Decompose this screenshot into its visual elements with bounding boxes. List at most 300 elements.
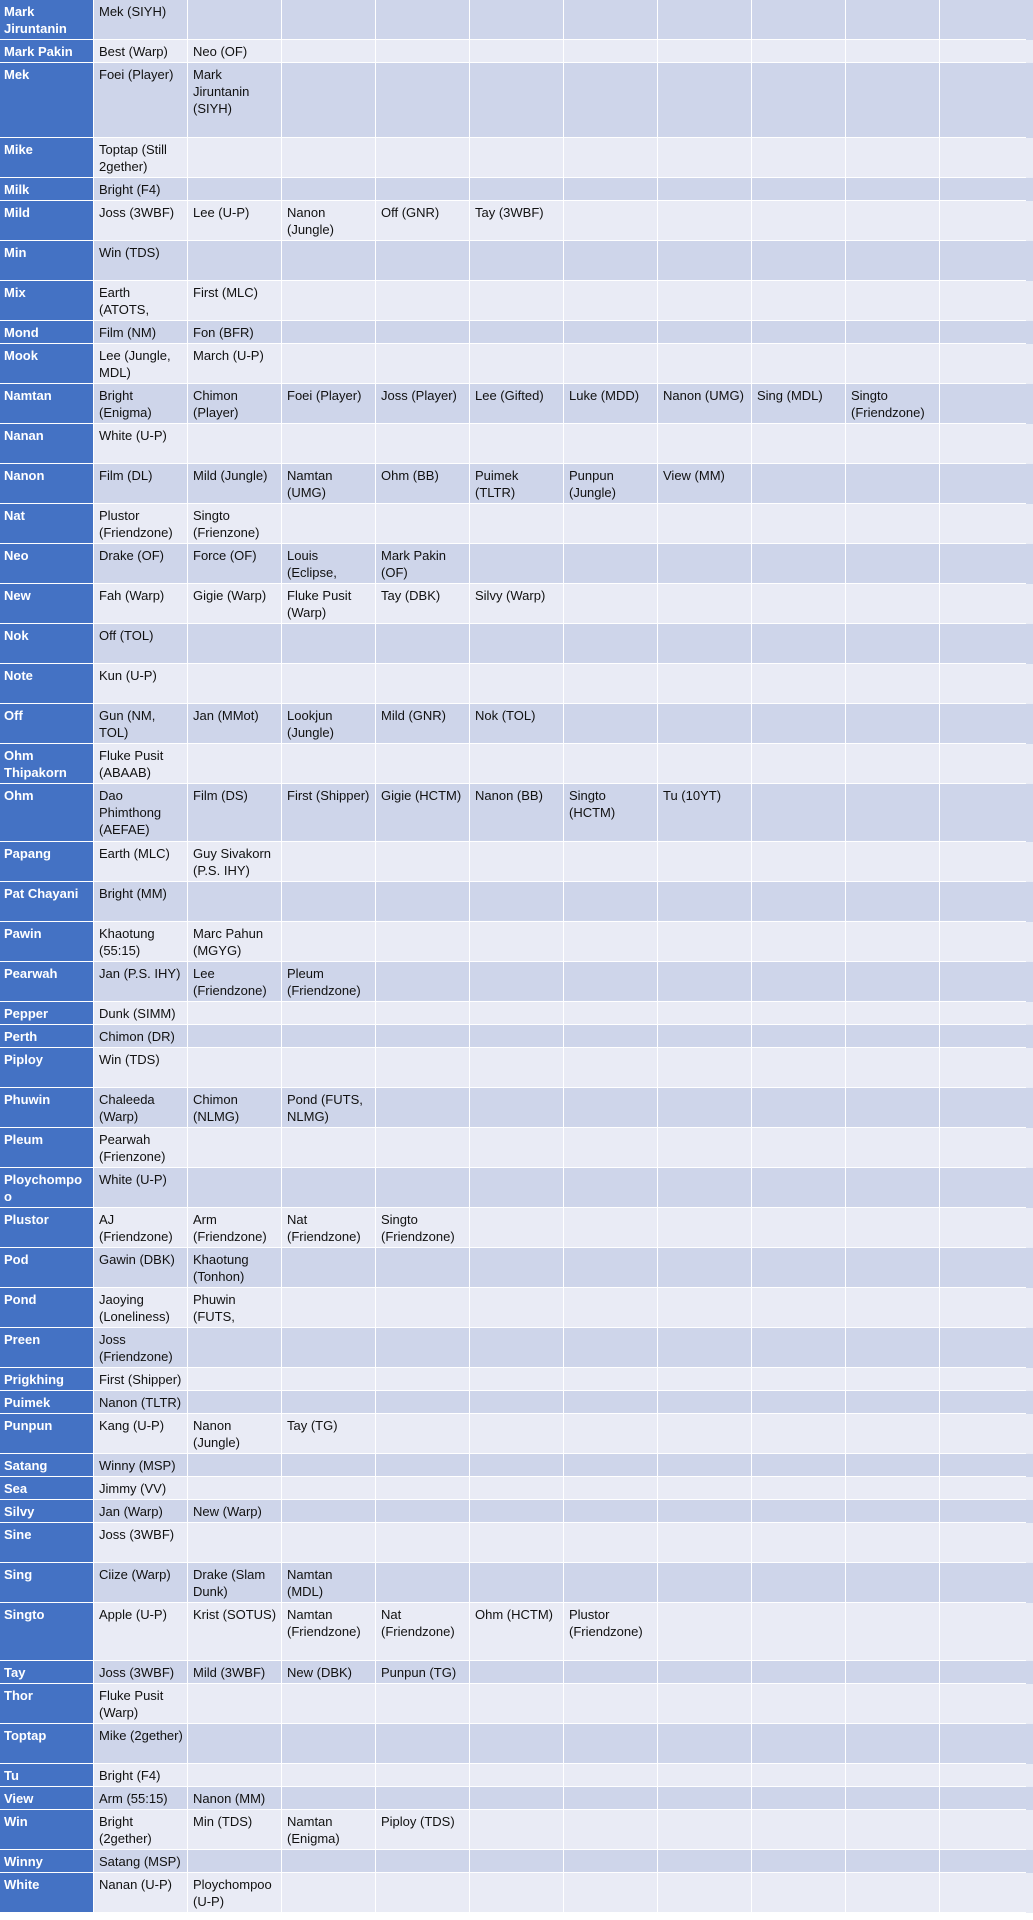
pairing-cell [470, 178, 564, 201]
pairing-cell: Nanan (U-P) [94, 1873, 188, 1913]
pairing-cell [470, 281, 564, 321]
pairing-cell [846, 1603, 940, 1661]
pairing-cell: Lee (Jungle, MDL) [94, 344, 188, 384]
pairing-cell [282, 241, 376, 281]
pairing-cell [376, 624, 470, 664]
row-name-cell: Mek [0, 63, 94, 138]
table-row [0, 1523, 1033, 1563]
pairing-cell: Ciize (Warp) [94, 1563, 188, 1603]
pairing-cell: Foei (Player) [94, 63, 188, 138]
pairing-cell: Win (TDS) [94, 241, 188, 281]
pairing-cell [752, 504, 846, 544]
pairing-cell [376, 1288, 470, 1328]
pairing-cell [940, 1477, 1026, 1500]
pairing-cell [846, 1128, 940, 1168]
pairing-cell [564, 1810, 658, 1850]
table-row [0, 544, 1033, 584]
table-row [0, 1368, 1033, 1391]
pairing-cell [564, 63, 658, 138]
pairing-cell [752, 962, 846, 1002]
pairing-cell [846, 1477, 940, 1500]
pairing-cell: Nanon (Jungle) [282, 201, 376, 241]
table-row [0, 321, 1033, 344]
pairing-cell [564, 281, 658, 321]
pairing-cell: Namtan (Friendzone) [282, 1603, 376, 1661]
pairing-cell [846, 1454, 940, 1477]
pairing-cell [470, 1128, 564, 1168]
pairing-cell [376, 1873, 470, 1913]
row-name-cell: Pearwah [0, 962, 94, 1002]
pairing-cell [376, 1764, 470, 1787]
pairing-cell [282, 424, 376, 464]
pairing-cell [846, 1328, 940, 1368]
pairing-cell [846, 63, 940, 138]
pairing-cell [564, 241, 658, 281]
pairing-cell: Mark Pakin (OF) [376, 544, 470, 584]
pairing-cell [846, 1208, 940, 1248]
table-row [0, 178, 1033, 201]
pairing-cell [940, 40, 1026, 63]
pairing-cell [846, 241, 940, 281]
pairing-cell: Silvy (Warp) [470, 584, 564, 624]
pairing-cell [846, 1724, 940, 1764]
pairing-cell [846, 464, 940, 504]
pairing-cell: Singto (Friendzone) [376, 1208, 470, 1248]
pairing-cell: Punpun (TG) [376, 1661, 470, 1684]
pairing-cell [752, 1477, 846, 1500]
pairing-cell [846, 1764, 940, 1787]
pairing-cell [282, 1002, 376, 1025]
table-row [0, 1048, 1033, 1088]
pairing-cell [658, 704, 752, 744]
pairing-cell [564, 1414, 658, 1454]
pairing-cell [940, 504, 1026, 544]
pairing-cell [188, 1168, 282, 1208]
pairing-cell [658, 138, 752, 178]
pairing-cell [658, 424, 752, 464]
pairing-cell: March (U-P) [188, 344, 282, 384]
row-name-cell: Winny [0, 1850, 94, 1873]
pairing-cell [658, 178, 752, 201]
pairing-cell: Chimon (Player) [188, 384, 282, 424]
pairing-cell [846, 922, 940, 962]
pairing-cell [282, 63, 376, 138]
pairing-cell [376, 882, 470, 922]
pairing-cell: New (DBK) [282, 1661, 376, 1684]
pairing-cell [940, 1810, 1026, 1850]
pairing-cell [470, 1048, 564, 1088]
pairing-cell [188, 664, 282, 704]
pairing-cell [282, 344, 376, 384]
pairing-cell [658, 1661, 752, 1684]
pairing-cell [658, 201, 752, 241]
pairing-cell [658, 624, 752, 664]
pairing-cell [376, 1414, 470, 1454]
pairing-cell: Foei (Player) [282, 384, 376, 424]
pairing-cell [846, 178, 940, 201]
pairing-cell: Force (OF) [188, 544, 282, 584]
pairing-cell [376, 1454, 470, 1477]
pairing-cell [846, 1391, 940, 1414]
pairing-cell: Jan (P.S. IHY) [94, 962, 188, 1002]
pairing-cell: AJ (Friendzone) [94, 1208, 188, 1248]
pairing-cell [376, 344, 470, 384]
pairing-cell [188, 1048, 282, 1088]
table-row [0, 922, 1033, 962]
pairing-cell [940, 63, 1026, 138]
pairing-cell: Nat (Friendzone) [282, 1208, 376, 1248]
pairing-cell [846, 1288, 940, 1328]
pairing-cell [752, 1328, 846, 1368]
pairing-cell: Jaoying (Loneliness) [94, 1288, 188, 1328]
pairing-cell: Sing (MDL) [752, 384, 846, 424]
row-name-cell: Perth [0, 1025, 94, 1048]
pairing-cell [752, 1523, 846, 1563]
pairing-cell [470, 1391, 564, 1414]
pairing-cell: Joss (3WBF) [94, 201, 188, 241]
pairing-cell [752, 1500, 846, 1523]
pairing-cell [282, 1368, 376, 1391]
row-name-cell: Singto [0, 1603, 94, 1661]
pairing-cell [940, 1500, 1026, 1523]
table-row [0, 1088, 1033, 1128]
pairing-cell: White (U-P) [94, 424, 188, 464]
pairing-cell [658, 1810, 752, 1850]
pairing-cell [564, 1002, 658, 1025]
pairing-cell [188, 1368, 282, 1391]
pairing-cell [846, 0, 940, 40]
pairing-cell [940, 744, 1026, 784]
pairing-cell [658, 1368, 752, 1391]
table-row [0, 1764, 1033, 1787]
pairing-cell [940, 584, 1026, 624]
pairing-cell [940, 882, 1026, 922]
pairing-cell [846, 1168, 940, 1208]
table-row [0, 40, 1033, 63]
pairing-cell [658, 241, 752, 281]
pairing-cell [282, 321, 376, 344]
table-row [0, 842, 1033, 882]
pairing-cell [188, 1764, 282, 1787]
pairing-cell [846, 504, 940, 544]
pairing-cell [752, 922, 846, 962]
row-name-cell: Mond [0, 321, 94, 344]
pairing-cell [846, 1048, 940, 1088]
pairing-cell [188, 1391, 282, 1414]
row-name-cell: Pod [0, 1248, 94, 1288]
pairing-cell: Fluke Pusit (Warp) [282, 584, 376, 624]
pairing-cell [940, 842, 1026, 882]
table-row [0, 1414, 1033, 1454]
pairing-cell [282, 178, 376, 201]
pairing-cell [846, 1850, 940, 1873]
pairing-cell [282, 1391, 376, 1414]
pairing-cell: Nanon (Jungle) [188, 1414, 282, 1454]
table-row [0, 1288, 1033, 1328]
pairing-cell [846, 1368, 940, 1391]
pairing-cell: Plustor (Friendzone) [94, 504, 188, 544]
pairing-cell [564, 962, 658, 1002]
pairing-cell [846, 1661, 940, 1684]
table-row [0, 464, 1033, 504]
table-row [0, 1477, 1033, 1500]
table-row [0, 241, 1033, 281]
pairing-cell [846, 321, 940, 344]
row-name-cell: Mild [0, 201, 94, 241]
pairing-cell [752, 1025, 846, 1048]
table-row [0, 882, 1033, 922]
pairing-cell [940, 704, 1026, 744]
pairing-cell [282, 138, 376, 178]
table-row [0, 1500, 1033, 1523]
pairing-cell [564, 544, 658, 584]
pairing-cell [564, 1661, 658, 1684]
pairing-cell [282, 281, 376, 321]
pairing-cell: Ohm (HCTM) [470, 1603, 564, 1661]
pairing-cell [752, 1002, 846, 1025]
pairing-cell [658, 1500, 752, 1523]
pairing-cell [376, 138, 470, 178]
pairing-cell [940, 0, 1026, 40]
pairing-cell [470, 1088, 564, 1128]
pairing-cell: Bright (MM) [94, 882, 188, 922]
row-name-cell: Puimek [0, 1391, 94, 1414]
row-name-cell: Mike [0, 138, 94, 178]
pairing-cell [188, 624, 282, 664]
pairing-cell: Arm (Friendzone) [188, 1208, 282, 1248]
pairing-cell [658, 0, 752, 40]
pairing-cell [658, 1048, 752, 1088]
pairing-cell [658, 1603, 752, 1661]
pairing-cell [376, 504, 470, 544]
pairing-cell: Luke (MDD) [564, 384, 658, 424]
pairing-cell [846, 424, 940, 464]
pairing-cell [846, 1002, 940, 1025]
pairing-cell [752, 40, 846, 63]
pairing-cell [752, 1563, 846, 1603]
pairing-cell [940, 544, 1026, 584]
pairing-cell: Lookjun (Jungle) [282, 704, 376, 744]
pairing-cell [940, 1563, 1026, 1603]
pairing-cell [752, 178, 846, 201]
pairing-cell [564, 1088, 658, 1128]
table-row [0, 1208, 1033, 1248]
pairing-cell [658, 63, 752, 138]
pairing-cell [564, 744, 658, 784]
pairing-cell [752, 1208, 846, 1248]
pairing-cell: Nanon (UMG) [658, 384, 752, 424]
row-name-cell: Prigkhing [0, 1368, 94, 1391]
row-name-cell: Pepper [0, 1002, 94, 1025]
pairing-cell [752, 0, 846, 40]
pairing-cell [282, 1025, 376, 1048]
pairing-cell [564, 1764, 658, 1787]
pairing-cell: View (MM) [658, 464, 752, 504]
pairing-cell [752, 1391, 846, 1414]
table-row [0, 784, 1033, 842]
pairing-cell [846, 882, 940, 922]
table-row [0, 1002, 1033, 1025]
pairing-cell [940, 1048, 1026, 1088]
table-row [0, 584, 1033, 624]
pairing-cell [658, 1391, 752, 1414]
pairing-cell: Toptap (Still 2gether) [94, 138, 188, 178]
pairing-cell [658, 1288, 752, 1328]
pairing-cell: Namtan (UMG) [282, 464, 376, 504]
row-name-cell: Tay [0, 1661, 94, 1684]
pairing-cell [658, 1328, 752, 1368]
pairing-cell [658, 1563, 752, 1603]
pairing-cell [470, 882, 564, 922]
pairing-cell [470, 1248, 564, 1288]
pairing-cell [846, 40, 940, 63]
pairing-cell: Fah (Warp) [94, 584, 188, 624]
pairing-cell [752, 1684, 846, 1724]
pairing-cell [564, 1523, 658, 1563]
pairing-cell [564, 1391, 658, 1414]
pairing-cell [188, 1454, 282, 1477]
pairing-cell: Fluke Pusit (ABAAB) [94, 744, 188, 784]
row-name-cell: Toptap [0, 1724, 94, 1764]
pairing-cell [752, 321, 846, 344]
pairing-cell [658, 1088, 752, 1128]
table-row [0, 1787, 1033, 1810]
pairing-cell: Min (TDS) [188, 1810, 282, 1850]
pairing-cell [658, 1414, 752, 1454]
pairing-cell: Fon (BFR) [188, 321, 282, 344]
row-name-cell: Plustor [0, 1208, 94, 1248]
pairing-cell [940, 1661, 1026, 1684]
row-name-cell: Silvy [0, 1500, 94, 1523]
pairing-cell [376, 1563, 470, 1603]
pairing-cell [846, 1088, 940, 1128]
pairing-cell: Krist (SOTUS) [188, 1603, 282, 1661]
pairing-cell [940, 464, 1026, 504]
pairing-cell: Earth (ATOTS, [94, 281, 188, 321]
pairing-cell [470, 63, 564, 138]
pairing-cell [564, 922, 658, 962]
row-name-cell: Satang [0, 1454, 94, 1477]
pairing-cell: Nok (TOL) [470, 704, 564, 744]
table-row [0, 344, 1033, 384]
pairing-cell: Lee (U-P) [188, 201, 282, 241]
pairing-cell [940, 1850, 1026, 1873]
row-name-cell: Pond [0, 1288, 94, 1328]
pairing-cell [282, 842, 376, 882]
pairing-cell [940, 241, 1026, 281]
pairing-cell [376, 1500, 470, 1523]
pairing-cell: Fluke Pusit (Warp) [94, 1684, 188, 1724]
pairing-cell: Plustor (Friendzone) [564, 1603, 658, 1661]
table-row [0, 1391, 1033, 1414]
pairing-cell: Film (DL) [94, 464, 188, 504]
table-row [0, 1873, 1033, 1913]
pairing-cell [376, 1328, 470, 1368]
pairing-cell: Drake (Slam Dunk) [188, 1563, 282, 1603]
pairing-cell: Chimon (NLMG) [188, 1088, 282, 1128]
pairing-cell [752, 201, 846, 241]
pairing-cell [940, 321, 1026, 344]
pairing-cell: Jimmy (VV) [94, 1477, 188, 1500]
pairing-cell [658, 1002, 752, 1025]
pairing-cell [658, 544, 752, 584]
table-row [0, 1850, 1033, 1873]
pairing-cell: Winny (MSP) [94, 1454, 188, 1477]
pairing-cell: Gun (NM, TOL) [94, 704, 188, 744]
pairing-cell [564, 1787, 658, 1810]
pairing-cell [752, 1128, 846, 1168]
pairing-cell [658, 1454, 752, 1477]
pairing-cell [188, 1684, 282, 1724]
pairing-cell [846, 962, 940, 1002]
pairing-cell [470, 424, 564, 464]
pairing-cell [752, 1414, 846, 1454]
row-name-cell: Mark Pakin [0, 40, 94, 63]
pairing-cell [188, 1002, 282, 1025]
pairing-cell [752, 664, 846, 704]
pairing-cell [658, 744, 752, 784]
pairing-cell: Punpun (Jungle) [564, 464, 658, 504]
pairing-cell: Nanon (MM) [188, 1787, 282, 1810]
pairing-cell [564, 178, 658, 201]
pairing-cell [564, 1208, 658, 1248]
table-row [0, 63, 1033, 138]
row-name-cell: Nok [0, 624, 94, 664]
pairing-cell [376, 0, 470, 40]
row-name-cell: Ohm Thipakorn [0, 744, 94, 784]
pairing-cell [658, 281, 752, 321]
table-row [0, 1168, 1033, 1208]
pairing-cell [470, 1477, 564, 1500]
table-row [0, 664, 1033, 704]
pairing-cell: Mike (2gether) [94, 1724, 188, 1764]
pairing-cell [188, 1128, 282, 1168]
pairing-cell [752, 1454, 846, 1477]
pairing-cell: First (MLC) [188, 281, 282, 321]
pairing-cell [376, 842, 470, 882]
pairing-cell [564, 1563, 658, 1603]
pairing-cell [282, 40, 376, 63]
pairing-cell [470, 1724, 564, 1764]
row-name-cell: Note [0, 664, 94, 704]
table-row [0, 384, 1033, 424]
pairing-cell [564, 1128, 658, 1168]
pairing-cell: Satang (MSP) [94, 1850, 188, 1873]
pairing-cell [470, 1764, 564, 1787]
pairing-cell [752, 704, 846, 744]
pairing-cell [940, 1288, 1026, 1328]
pairing-cell [940, 384, 1026, 424]
pairing-cell [376, 1368, 470, 1391]
pairing-cell [658, 1168, 752, 1208]
row-name-cell: Sea [0, 1477, 94, 1500]
pairing-cell [846, 664, 940, 704]
table-row [0, 281, 1033, 321]
pairing-cell [564, 1025, 658, 1048]
pairing-cell [470, 1328, 564, 1368]
pairing-cell [376, 1684, 470, 1724]
pairing-cell [658, 40, 752, 63]
pairing-cell [376, 1088, 470, 1128]
table-row [0, 1248, 1033, 1288]
pairing-cell [282, 504, 376, 544]
pairing-cell [376, 1391, 470, 1414]
pairing-cell [940, 1208, 1026, 1248]
pairing-cell [282, 624, 376, 664]
table-row [0, 0, 1033, 40]
pairing-cell [940, 624, 1026, 664]
table-row [0, 962, 1033, 1002]
